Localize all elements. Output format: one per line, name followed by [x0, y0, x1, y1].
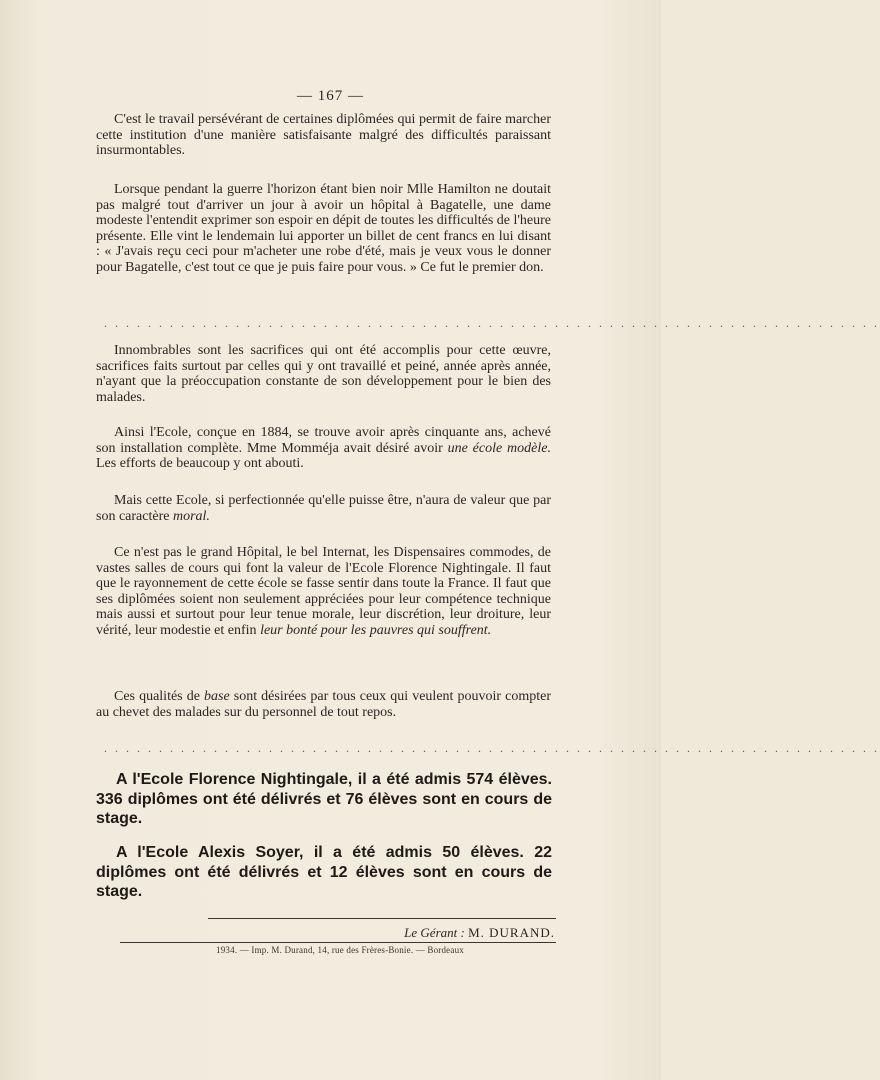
dotted-separator-2: . . . . . . . . . . . . . . . . . . . . . . . . . . . . . . . . . . . . . . . . . . . . . . . . . . . . . . . . . . . . . . . . . . . . . . . [104, 741, 880, 755]
paragraph-5 [96, 493, 551, 524]
paragraph-7 [96, 689, 551, 720]
paragraph-4-text-a: Ainsi l'Ecole, conçue en 1884, se trouve avoir après cinquante ans, achevé son installation complète. Mme Momméja avait désiré avoir [96, 425, 551, 456]
dotted-separator-1: . . . . . . . . . . . . . . . . . . . . . . . . . . . . . . . . . . . . . . . . . . . . . . . . . . . . . . . . . . . . . . . . . . . . . . . [104, 316, 880, 330]
signature-line [300, 925, 555, 941]
signature-name: M. DURAND. [468, 925, 555, 940]
paragraph-3-text: Innombrables sont les sacrifices qui ont été accomplis pour cette œuvre, sacrifices faits surtout par celles qui y ont travaillé et peiné, année après année, n'ayant que la préoccupation constante de son développement pour le bien des malades. [96, 343, 551, 405]
paragraph-4-text-b: Les efforts de beaucoup y ont abouti. [96, 456, 304, 472]
signature-role: Le Gérant : [404, 925, 465, 940]
paragraph-6-emphasis: leur bonté pour les pauvres qui souffrent. [260, 622, 492, 638]
paragraph-5-emphasis: moral. [172, 508, 210, 524]
paragraph-7-text-a: Ces qualités de [114, 689, 205, 704]
paragraph-4-emphasis: une école modèle. [447, 440, 551, 456]
paragraph-1 [96, 112, 551, 159]
separator-rule-lower [120, 942, 556, 943]
statistics-soyer [96, 843, 552, 902]
paragraph-7-emphasis: base [204, 689, 230, 704]
paragraph-7-text-b: sont désirées par tous ceux qui veulent pouvoir compter au chevet des malades sur du personnel de tout repos. [96, 689, 552, 720]
paragraph-1-text: C'est le travail persévérant de certaines diplômées qui permit de faire marcher cette institution d'une manière satisfaisante malgré des difficultés paraissant insurmontables. [96, 112, 551, 159]
page-number: — 167 — [297, 88, 364, 104]
paragraph-6-text: Ce n'est pas le grand Hôpital, le bel Internat, les Dispensaires commodes, de vastes salles de cours qui font la valeur de l'Ecole Florence Nightingale. Il faut que le rayonnement de cette école se fasse sentir dans toute la France. Il faut que ses diplômées soient non seulement appréciées pour leur compétence technique mais aussi et surtout pour leur tenue morale, leur discrétion, leur droiture, leur vérité, leur modestie et enfin [96, 545, 551, 638]
printer-imprint: 1934. — Imp. M. Durand, 14, rue des Frères-Bonie. — Bordeaux [216, 945, 464, 955]
paragraph-2-text: Lorsque pendant la guerre l'horizon étant bien noir Mlle Hamilton ne doutait pas malgré tout d'arriver un jour à avoir un hôpital à Bagatelle, une dame modeste l'entendit exprimer son espoir en dépit de toutes les difficultés de l'heure présente. Elle vint le lendemain lui apporter un billet de cent francs en lui disant : « J'avais reçu ceci pour m'acheter une robe d'été, mais je veux vous le donner pour Bagatelle, c'est tout ce que je puis faire pour vous. » Ce fut le premier don. [96, 182, 551, 275]
statistics-nightingale [96, 770, 552, 829]
paragraph-4 [96, 425, 551, 472]
paragraph-3 [96, 343, 551, 405]
statistics-nightingale-text: A l'Ecole Florence Nightingale, il a été admis 574 élèves. 336 diplômes ont été délivrés et 76 élèves sont en cours de stage. [96, 771, 552, 827]
paragraph-2 [96, 182, 551, 276]
paragraph-6 [96, 545, 551, 639]
paragraph-5-text: Mais cette Ecole, si perfectionnée qu'elle puisse être, n'aura de valeur que par son caractère [96, 493, 551, 524]
statistics-soyer-text: A l'Ecole Alexis Soyer, il a été admis 50 élèves. 22 diplômes ont été délivrés et 12 élèves sont en cours de stage. [96, 844, 552, 900]
separator-rule-upper [208, 918, 556, 919]
